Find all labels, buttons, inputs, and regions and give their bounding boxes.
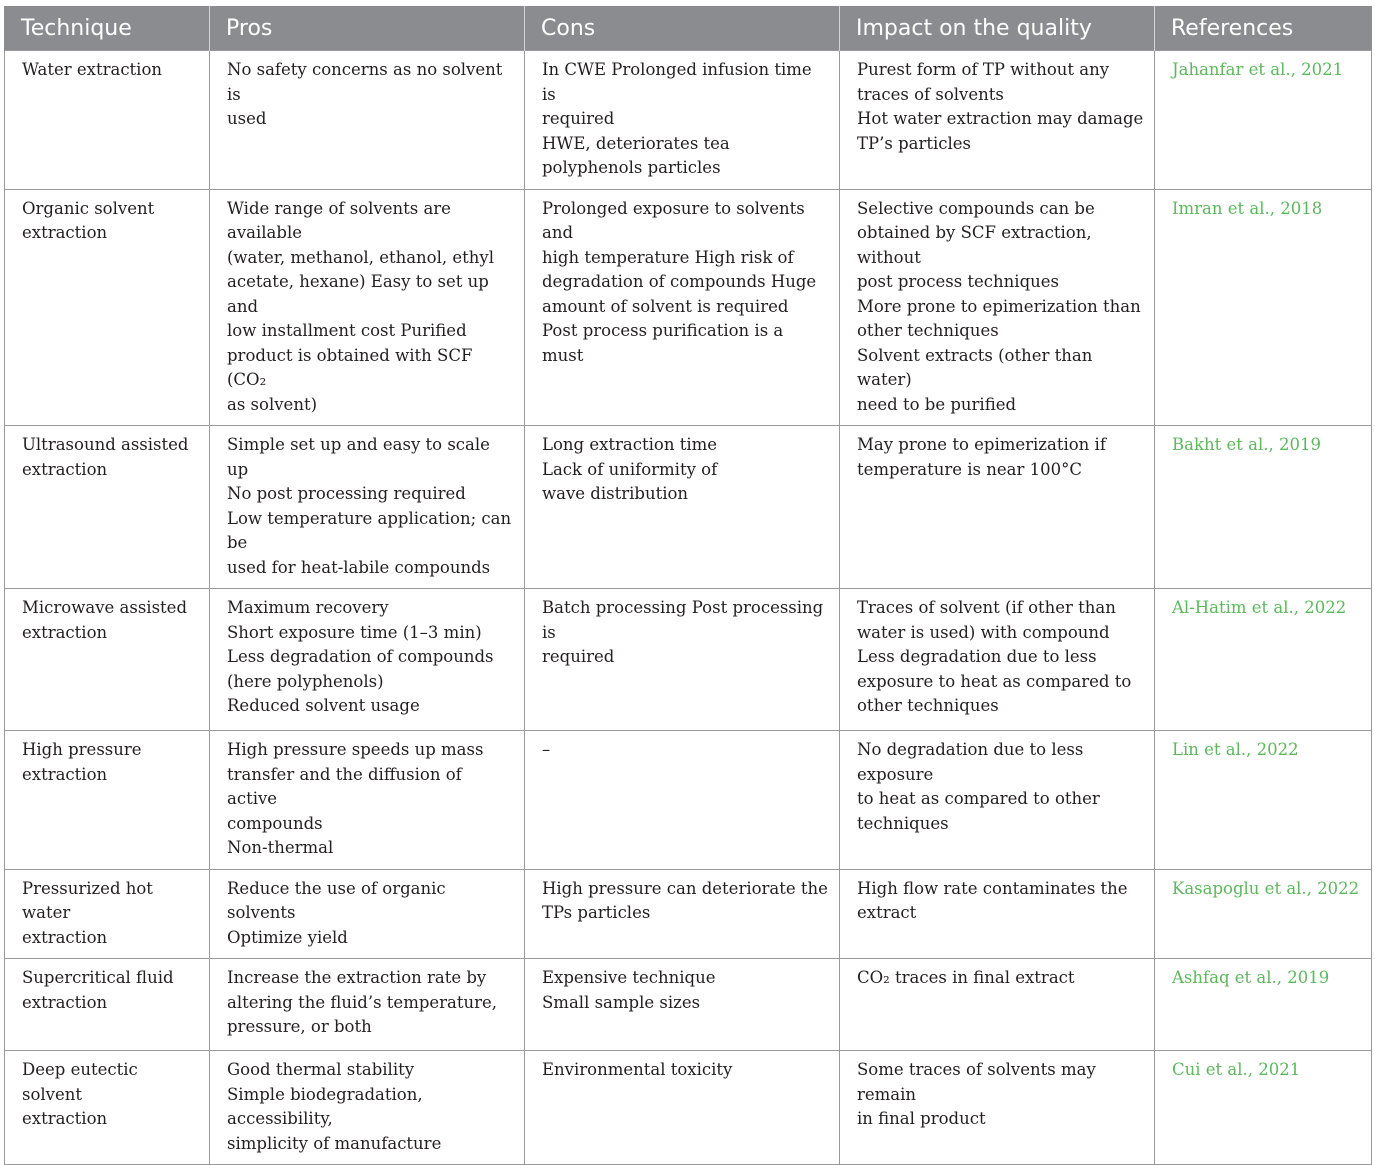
- reference-cell: [1155, 189, 1372, 426]
- cell-line: Reduced solvent usage: [227, 696, 420, 715]
- cell-line: altering the fluid’s temperature,: [227, 992, 498, 1012]
- cell-line: Some traces of solvents may remain: [857, 1060, 1096, 1104]
- cell-line: Reduce the use of organic solvents: [227, 878, 446, 922]
- cell-line: TPs particles: [542, 903, 651, 922]
- impact-cell: [840, 1051, 1155, 1165]
- cell-line: water is used) with compound: [857, 622, 1110, 642]
- cell-line: polyphenols particles: [542, 158, 721, 177]
- impact-cell: [840, 189, 1155, 426]
- table-row: [5, 189, 1372, 426]
- cell-line: (here polyphenols): [227, 671, 384, 691]
- pros-cell: [210, 589, 525, 731]
- cell-line: degradation of compounds Huge: [542, 272, 817, 291]
- cell-line: High pressure: [22, 740, 142, 759]
- cell-line: Hot water extraction may damage: [857, 109, 1144, 128]
- technique-cell: [5, 731, 210, 870]
- cell-line: Purest form of TP without any: [857, 60, 1110, 79]
- cell-line: CO₂ traces in final extract: [857, 968, 1075, 987]
- cell-line: No safety concerns as no solvent is: [227, 60, 503, 104]
- extraction-techniques-table: [4, 6, 1372, 1165]
- impact-cell: [840, 426, 1155, 589]
- cell-line: Long extraction time: [542, 435, 718, 454]
- cell-line: post process techniques: [857, 272, 1059, 291]
- cell-line: Simple biodegradation, accessibility,: [227, 1084, 423, 1128]
- cell-line: No degradation due to less exposure: [857, 740, 1084, 784]
- cell-line: extraction: [22, 459, 108, 479]
- cell-line: compounds: [227, 813, 323, 833]
- cell-line: Maximum recovery: [227, 598, 389, 617]
- reference-link[interactable]: Kasapoglu et al., 2022: [1172, 878, 1360, 898]
- technique-cell: [5, 959, 210, 1051]
- cell-line: Traces of solvent (if other than: [857, 598, 1116, 617]
- table-row: [5, 51, 1372, 190]
- technique-cell: [5, 869, 210, 959]
- header-technique: Technique: [5, 6, 210, 51]
- pros-cell: [210, 869, 525, 959]
- cell-line: No post processing required: [227, 484, 466, 503]
- table-header: [5, 6, 1372, 51]
- cell-line: Wide range of solvents are available: [227, 198, 451, 242]
- cell-line: Non-thermal: [227, 838, 334, 857]
- table-row: [5, 869, 1372, 959]
- cell-line: used for heat-labile compounds: [227, 557, 491, 577]
- cell-line: acetate, hexane) Easy to set up and: [227, 272, 489, 316]
- cell-line: TP’s particles: [857, 133, 972, 153]
- impact-cell: [840, 869, 1155, 959]
- table-row: [5, 959, 1372, 1051]
- cell-line: In CWE Prolonged infusion time is: [542, 60, 812, 104]
- table-body: [5, 51, 1372, 1165]
- cell-line: Expensive technique: [542, 968, 716, 987]
- cell-line: to heat as compared to other: [857, 789, 1100, 808]
- cell-line: other techniques: [857, 696, 999, 715]
- cell-line: Lack of uniformity of: [542, 459, 718, 479]
- header-row: [5, 6, 1372, 51]
- cell-line: Organic solvent: [22, 198, 155, 218]
- reference-cell: [1155, 51, 1372, 190]
- table-row: [5, 731, 1372, 870]
- cell-line: High flow rate contaminates the: [857, 878, 1128, 898]
- cons-cell: [525, 189, 840, 426]
- table-row: [5, 426, 1372, 589]
- cell-line: simplicity of manufacture: [227, 1133, 442, 1153]
- cell-line: techniques: [857, 813, 949, 833]
- reference-cell: [1155, 426, 1372, 589]
- cons-cell: [525, 731, 840, 870]
- cell-line: Ultrasound assisted: [22, 435, 189, 454]
- cons-cell: [525, 869, 840, 959]
- cell-line: Low temperature application; can be: [227, 508, 512, 552]
- cons-cell: [525, 51, 840, 190]
- cell-line: Simple set up and easy to scale up: [227, 435, 490, 479]
- cell-line: traces of solvents: [857, 84, 1004, 104]
- reference-link[interactable]: Al-Hatim et al., 2022: [1172, 598, 1347, 617]
- impact-cell: [840, 589, 1155, 731]
- reference-link[interactable]: Lin et al., 2022: [1172, 740, 1299, 759]
- cell-line: as solvent): [227, 394, 318, 414]
- cell-line: other techniques: [857, 321, 999, 340]
- cell-line: high temperature High risk of: [542, 247, 794, 267]
- cell-line: need to be purified: [857, 394, 1017, 414]
- cell-line: May prone to epimerization if: [857, 435, 1106, 454]
- impact-cell: [840, 51, 1155, 190]
- cons-cell: [525, 589, 840, 731]
- reference-cell: [1155, 1051, 1372, 1165]
- cell-line: Supercritical fluid: [22, 968, 174, 987]
- impact-cell: [840, 731, 1155, 870]
- cell-line: Post process purification is a must: [542, 321, 784, 365]
- technique-cell: [5, 589, 210, 731]
- cell-line: temperature is near 100°C: [857, 459, 1082, 479]
- pros-cell: [210, 189, 525, 426]
- cell-line: extract: [857, 903, 917, 922]
- cell-line: Less degradation of compounds: [227, 647, 494, 666]
- cell-line: extraction: [22, 764, 108, 784]
- cell-line: required: [542, 647, 615, 666]
- table-row: [5, 589, 1372, 731]
- cell-line: extraction: [22, 622, 108, 642]
- reference-cell: [1155, 959, 1372, 1051]
- header-cons: Cons: [525, 6, 840, 51]
- cell-line: Solvent extracts (other than water): [857, 345, 1093, 389]
- cell-line: used: [227, 109, 267, 128]
- cell-line: Pressurized hot water: [22, 878, 153, 922]
- technique-cell: [5, 426, 210, 589]
- cell-line: Water extraction: [22, 60, 163, 79]
- cell-line: Batch processing Post processing is: [542, 598, 824, 642]
- cell-line: Deep eutectic solvent: [22, 1060, 138, 1104]
- cell-line: amount of solvent is required: [542, 296, 789, 316]
- reference-link[interactable]: Ashfaq et al., 2019: [1172, 968, 1330, 987]
- cell-line: extraction: [22, 223, 108, 242]
- cell-line: –: [542, 740, 551, 759]
- table-row: [5, 1051, 1372, 1165]
- cell-line: High pressure can deteriorate the: [542, 878, 828, 898]
- reference-cell: [1155, 731, 1372, 870]
- technique-cell: [5, 189, 210, 426]
- cons-cell: [525, 426, 840, 589]
- cell-line: Selective compounds can be: [857, 198, 1095, 218]
- cell-line: extraction: [22, 1109, 108, 1128]
- cons-cell: [525, 1051, 840, 1165]
- cell-line: Increase the extraction rate by: [227, 968, 487, 987]
- technique-cell: [5, 51, 210, 190]
- header-impact: Impact on the quality: [840, 6, 1155, 51]
- impact-cell: [840, 959, 1155, 1051]
- cell-line: High pressure speeds up mass: [227, 740, 484, 759]
- cell-line: (water, methanol, ethanol, ethyl: [227, 247, 494, 267]
- reference-link[interactable]: Cui et al., 2021: [1172, 1060, 1301, 1079]
- cell-line: pressure, or both: [227, 1017, 372, 1036]
- header-pros: Pros: [210, 6, 525, 51]
- cell-line: in final product: [857, 1109, 986, 1128]
- cell-line: wave distribution: [542, 484, 689, 503]
- cell-line: Good thermal stability: [227, 1060, 415, 1079]
- cell-line: More prone to epimerization than: [857, 296, 1141, 316]
- cell-line: required: [542, 109, 615, 128]
- cell-line: Environmental toxicity: [542, 1060, 733, 1079]
- cell-line: low installment cost Purified: [227, 321, 467, 340]
- cell-line: extraction: [22, 927, 108, 947]
- reference-link[interactable]: Bakht et al., 2019: [1172, 435, 1321, 454]
- pros-cell: [210, 731, 525, 870]
- reference-cell: [1155, 589, 1372, 731]
- cell-line: obtained by SCF extraction, without: [857, 223, 1092, 267]
- pros-cell: [210, 1051, 525, 1165]
- header-references: References: [1155, 6, 1372, 51]
- cell-line: Short exposure time (1–3 min): [227, 622, 482, 642]
- cell-line: transfer and the diffusion of active: [227, 764, 462, 808]
- cell-line: Optimize yield: [227, 927, 348, 947]
- pros-cell: [210, 959, 525, 1051]
- cell-line: Microwave assisted: [22, 598, 187, 617]
- cell-line: exposure to heat as compared to: [857, 671, 1132, 691]
- reference-link[interactable]: Jahanfar et al., 2021: [1172, 60, 1344, 79]
- reference-cell: [1155, 869, 1372, 959]
- technique-cell: [5, 1051, 210, 1165]
- cell-line: product is obtained with SCF (CO₂: [227, 345, 473, 389]
- pros-cell: [210, 51, 525, 190]
- cell-line: Small sample sizes: [542, 992, 701, 1012]
- cell-line: Prolonged exposure to solvents and: [542, 198, 805, 242]
- reference-link[interactable]: Imran et al., 2018: [1172, 198, 1323, 218]
- cell-line: Less degradation due to less: [857, 647, 1097, 666]
- cons-cell: [525, 959, 840, 1051]
- pros-cell: [210, 426, 525, 589]
- cell-line: extraction: [22, 992, 108, 1012]
- cell-line: HWE, deteriorates tea: [542, 133, 730, 153]
